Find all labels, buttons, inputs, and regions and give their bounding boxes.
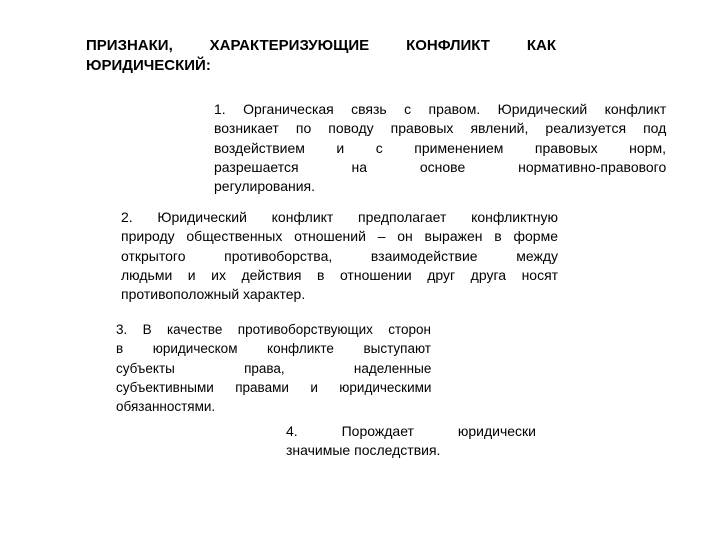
text-line: разрешается на основе нормативно-правового	[214, 158, 667, 175]
title-line-1	[86, 36, 556, 56]
text-line: субъективными правами и юридическими	[116, 379, 432, 395]
text-line: в юридическом конфликте выступают	[116, 341, 431, 357]
slide-title	[86, 36, 556, 76]
text-line: 1. Органическая связь с правом. Юридический конфликт	[214, 101, 667, 117]
title-word: ПРИЗНАКИ,	[86, 37, 173, 54]
text-line: субъекты права, наделенные	[116, 360, 432, 376]
text-line: воздействием и с применением правовых норм,	[214, 139, 666, 156]
text-line: открытого противоборства, взаимодействие между	[121, 247, 558, 264]
feature-item-1	[214, 100, 666, 196]
text-line: значимые последствия.	[286, 442, 441, 459]
title-word: КОНФЛИКТ	[406, 37, 490, 54]
text-line: регулирования.	[214, 178, 316, 195]
text-line: возникает по поводу правовых явлений, реализуется под	[214, 120, 667, 137]
text-line: противоположный характер.	[121, 286, 306, 303]
title-line-2: ЮРИДИЧЕСКИЙ:	[86, 57, 211, 74]
text-line: природу общественных отношений – он выражен в форме	[121, 228, 558, 245]
text-line: 2. Юридический конфликт предполагает конфликтную	[121, 209, 558, 225]
text-line: 4. Порождает юридически	[286, 423, 536, 439]
feature-item-3	[116, 320, 431, 416]
title-word: ХАРАКТЕРИЗУЮЩИЕ	[209, 37, 370, 54]
text-line: людьми и их действия в отношении друг друга носят	[121, 266, 559, 283]
text-line: обязанностями.	[116, 399, 216, 415]
title-word: КАК	[526, 37, 556, 54]
text-line: 3. В качестве противоборствующих сторон	[116, 322, 431, 337]
feature-item-4	[286, 422, 536, 461]
feature-item-2	[121, 208, 558, 304]
